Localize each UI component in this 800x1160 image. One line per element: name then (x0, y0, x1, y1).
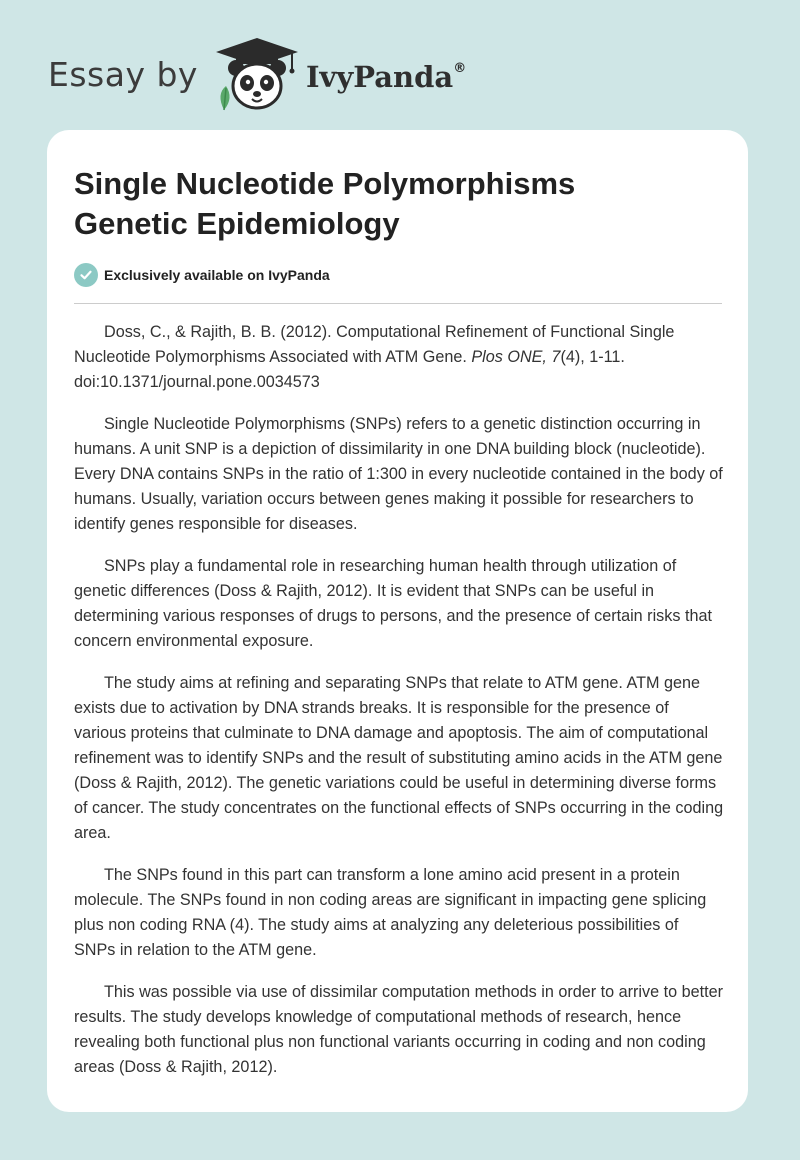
paragraph: SNPs play a fundamental role in researching human health through utilization of genetic differences (Doss & Rajith, 2012). It is evident that SNPs can be useful in determining various responses of drugs to persons, and the presence of certain risks that concern environmental exposure. (74, 557, 712, 650)
paragraph: The SNPs found in this part can transform a lone amino acid present in a protein molecule. The SNPs found in non coding areas are significant in impacting gene splicing plus non coding RNA (4). The study aims at analyzing any deleterious possibilities of SNPs in relation to the ATM gene. (74, 866, 707, 959)
page-title: Single Nucleotide Polymorphisms Genetic Epidemiology (74, 166, 576, 241)
check-circle-icon (74, 263, 98, 287)
ivypanda-logo-text[interactable]: IvyPanda® (305, 60, 467, 94)
panda-graduate-icon (212, 36, 302, 112)
exclusive-label: Exclusively available on IvyPanda (104, 267, 330, 283)
essay-by-label: Essay by (48, 54, 198, 94)
site-header (48, 34, 466, 114)
essay-card (47, 130, 748, 1112)
divider (74, 303, 722, 304)
essay-body (74, 320, 724, 1097)
paragraph: The study aims at refining and separating SNPs that relate to ATM gene. ATM gene exists due to activation by DNA strands breaks. It is responsible for the presence of various proteins that culminate to DNA damage and apoptosis. The aim of computational refinement was to identify SNPs and the result of substituting amino acids in the ATM gene (Doss & Rajith, 2012). The genetic variations could be useful in determining diverse forms of cancer. The study concentrates on the functional effects of SNPs occurring in the coding area. (74, 674, 724, 842)
paragraph: This was possible via use of dissimilar computation methods in order to arrive to better results. The study develops knowledge of computational methods of research, hence revealing both functional plus non functional variants occurring in coding and non coding areas (Doss & Rajith, 2012). (74, 983, 723, 1076)
exclusive-badge (74, 263, 330, 287)
reference-paragraph: Doss, C., & Rajith, B. B. (2012). Computational Refinement of Functional Single Nucleotide Polymorphisms Associated with ATM Gene. Plos ONE, 7(4), 1-11. doi:10.1371/journal.pone.0034573 (74, 323, 675, 391)
journal-name: Plos ONE, 7 (471, 348, 561, 366)
paragraph: Single Nucleotide Polymorphisms (SNPs) refers to a genetic distinction occurring in humans. A unit SNP is a depiction of dissimilarity in one DNA building block (nucleotide). Every DNA contains SNPs in the ratio of 1:300 in every nucleotide contained in the body of humans. Usually, variation occurs between genes making it possible for researchers to identify genes responsible for diseases. (74, 415, 723, 533)
